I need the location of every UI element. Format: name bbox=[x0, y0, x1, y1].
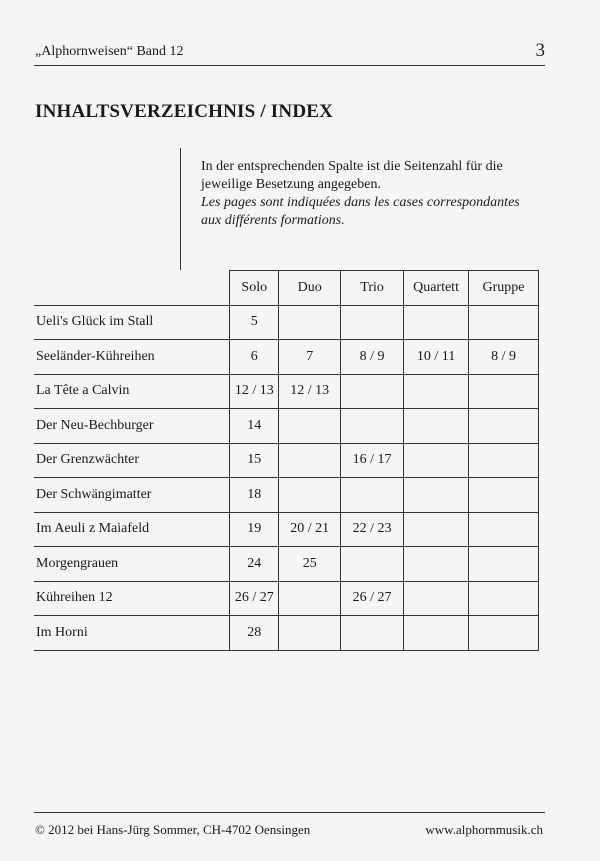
column-header-trio: Trio bbox=[341, 271, 404, 306]
page-cell-duo: 12 / 13 bbox=[279, 374, 341, 409]
page-cell-duo bbox=[279, 616, 341, 651]
page-cell-gruppe bbox=[469, 443, 539, 478]
page-cell-quartett bbox=[404, 409, 469, 444]
page-cell-trio: 22 / 23 bbox=[341, 512, 404, 547]
page-cell-solo: 24 bbox=[230, 547, 279, 582]
page-cell-trio: 8 / 9 bbox=[341, 340, 404, 375]
intro-line-de-2: jeweilige Besetzung angegeben. bbox=[201, 177, 381, 192]
table-header-row bbox=[34, 271, 539, 306]
page-cell-quartett bbox=[404, 374, 469, 409]
page-cell-duo bbox=[279, 305, 341, 340]
intro-text bbox=[201, 158, 520, 230]
piece-title: Im Horni bbox=[34, 616, 230, 651]
header-divider bbox=[34, 65, 545, 66]
page-cell-duo: 20 / 21 bbox=[279, 512, 341, 547]
page-cell-quartett bbox=[404, 616, 469, 651]
column-header-quartett: Quartett bbox=[404, 271, 469, 306]
page-cell-duo bbox=[279, 581, 341, 616]
page-cell-gruppe bbox=[469, 547, 539, 582]
page-cell-trio bbox=[341, 305, 404, 340]
intro-bracket-line bbox=[180, 148, 181, 270]
page-cell-quartett bbox=[404, 305, 469, 340]
page-cell-solo: 5 bbox=[230, 305, 279, 340]
page-cell-trio bbox=[341, 547, 404, 582]
page-cell-solo: 12 / 13 bbox=[230, 374, 279, 409]
table-row bbox=[34, 512, 539, 547]
piece-title: Seeländer-Kühreihen bbox=[34, 340, 230, 375]
page-cell-duo: 7 bbox=[279, 340, 341, 375]
table-row bbox=[34, 616, 539, 651]
column-header-duo: Duo bbox=[279, 271, 341, 306]
page-cell-duo: 25 bbox=[279, 547, 341, 582]
page-cell-trio: 16 / 17 bbox=[341, 443, 404, 478]
page-cell-gruppe bbox=[469, 305, 539, 340]
index-table bbox=[34, 270, 539, 651]
page-cell-solo: 14 bbox=[230, 409, 279, 444]
piece-title: Im Aeuli z Maiafeld bbox=[34, 512, 230, 547]
piece-title: Der Schwängimatter bbox=[34, 478, 230, 513]
page-cell-solo: 26 / 27 bbox=[230, 581, 279, 616]
table-row bbox=[34, 374, 539, 409]
table-row bbox=[34, 340, 539, 375]
page-cell-duo bbox=[279, 443, 341, 478]
column-header-solo: Solo bbox=[230, 271, 279, 306]
piece-title: La Tête a Calvin bbox=[34, 374, 230, 409]
page-number: 3 bbox=[535, 40, 545, 61]
page-cell-quartett bbox=[404, 478, 469, 513]
page-cell-gruppe bbox=[469, 478, 539, 513]
page-cell-trio bbox=[341, 409, 404, 444]
page-cell-quartett bbox=[404, 547, 469, 582]
table-corner bbox=[34, 271, 230, 306]
page-cell-solo: 28 bbox=[230, 616, 279, 651]
page-cell-trio bbox=[341, 374, 404, 409]
footer-divider bbox=[34, 812, 545, 813]
intro-line-fr-2: aux différents formations. bbox=[201, 213, 345, 228]
table-row bbox=[34, 581, 539, 616]
page-cell-solo: 15 bbox=[230, 443, 279, 478]
page-cell-duo bbox=[279, 409, 341, 444]
table-row bbox=[34, 305, 539, 340]
website: www.alphornmusik.ch bbox=[425, 822, 543, 837]
book-title: „Alphornweisen“ Band 12 bbox=[35, 44, 184, 59]
page-cell-gruppe bbox=[469, 374, 539, 409]
page-cell-quartett: 10 / 11 bbox=[404, 340, 469, 375]
table-row bbox=[34, 547, 539, 582]
piece-title: Kühreihen 12 bbox=[34, 581, 230, 616]
page-cell-quartett bbox=[404, 512, 469, 547]
copyright: © 2012 bei Hans-Jürg Sommer, CH-4702 Oensingen bbox=[35, 822, 311, 837]
page-cell-gruppe bbox=[469, 616, 539, 651]
intro-line-de-1: In der entsprechenden Spalte ist die Seitenzahl für die bbox=[201, 159, 503, 174]
page-cell-quartett bbox=[404, 443, 469, 478]
page-cell-solo: 19 bbox=[230, 512, 279, 547]
piece-title: Ueli's Glück im Stall bbox=[34, 305, 230, 340]
page-cell-solo: 18 bbox=[230, 478, 279, 513]
intro-line-fr-1: Les pages sont indiquées dans les cases correspondantes bbox=[201, 195, 520, 210]
table-row bbox=[34, 443, 539, 478]
column-header-gruppe: Gruppe bbox=[469, 271, 539, 306]
page-cell-trio bbox=[341, 616, 404, 651]
page-cell-trio bbox=[341, 478, 404, 513]
piece-title: Der Neu-Bechburger bbox=[34, 409, 230, 444]
page-title: INHALTSVERZEICHNIS / INDEX bbox=[35, 101, 334, 122]
page-cell-gruppe bbox=[469, 512, 539, 547]
piece-title: Der Grenzwächter bbox=[34, 443, 230, 478]
page-cell-duo bbox=[279, 478, 341, 513]
page-cell-gruppe bbox=[469, 409, 539, 444]
piece-title: Morgengrauen bbox=[34, 547, 230, 582]
page-cell-quartett bbox=[404, 581, 469, 616]
page-cell-gruppe bbox=[469, 581, 539, 616]
page-cell-gruppe: 8 / 9 bbox=[469, 340, 539, 375]
table-row bbox=[34, 409, 539, 444]
page-cell-trio: 26 / 27 bbox=[341, 581, 404, 616]
table-row bbox=[34, 478, 539, 513]
page-cell-solo: 6 bbox=[230, 340, 279, 375]
